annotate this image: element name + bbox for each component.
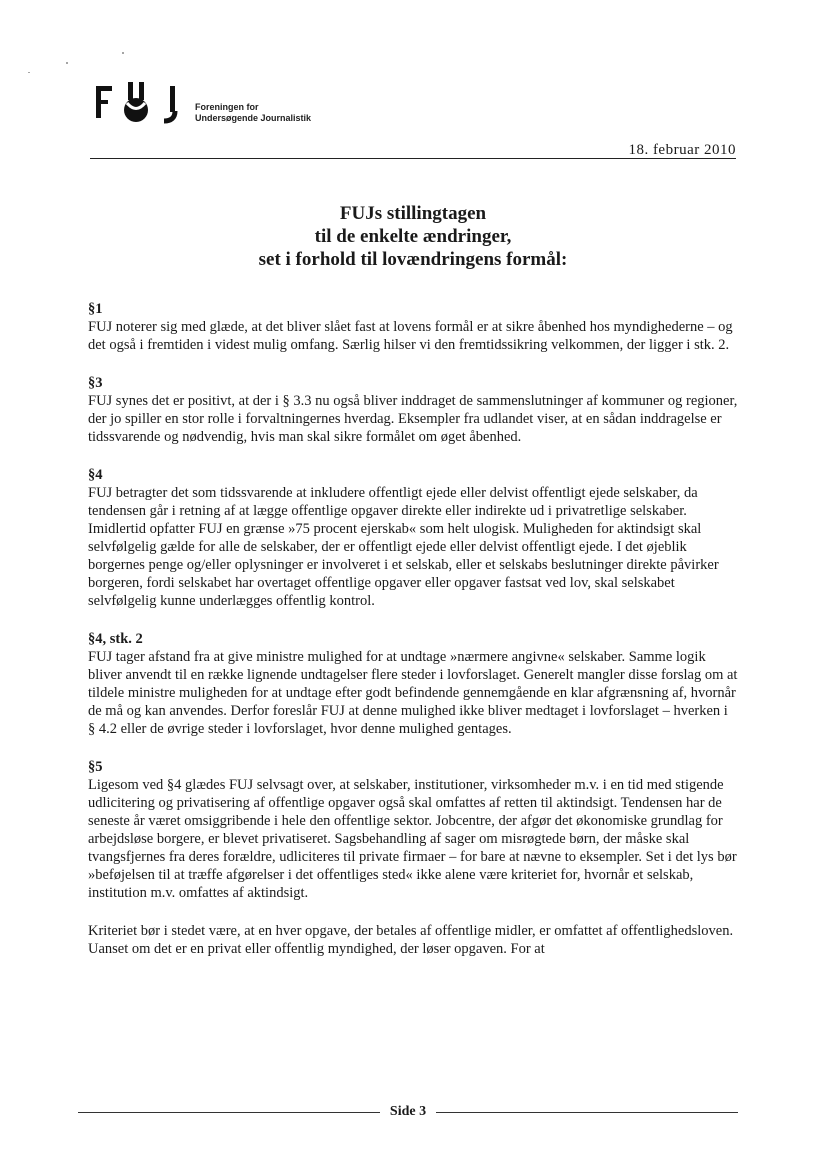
scan-speck (66, 62, 68, 64)
section-text: FUJ betragter det som tidssvarende at inkludere offentligt ejede eller delvist offentligt ejede selskaber, da tendensen går i retning af at lægge offentlige opgaver direkte eller indirekte ud i privatretlige selskaber. Imidlertid opfatter FUJ en grænse »75 procent ejerskab« som helt ulogisk. Muligheden for aktindsigt skal selvfølgelig gælde for alle de selskaber, der er offentligt ejede eller delvist offentligt ejede. I det øjeblik borgernes penge og/eller oplysninger er involveret i et selskab, eller et selskabs beslutninger direkte påvirker borgeren, fordi selskabet har overtaget offentlige opgaver eller opgaver fastsat ved lov, skal selskabet selvfølgelig kunne underlægges offentlig kontrol. (88, 485, 719, 609)
title-line3: set i forhold til lovændringens formål: (258, 249, 568, 270)
section-heading: §1 (88, 301, 103, 317)
section-paragraph-3 (88, 374, 738, 446)
org-name-line2: Undersøgende Journalistik (195, 113, 312, 123)
section-text: Ligesom ved §4 glædes FUJ selvsagt over, at selskaber, institutioner, virksomheder m.v. i en tid med stigende udlicitering og privatisering af offentlige opgaver også skal omfattes af retten til aktindsigt. Tendensen har de seneste år været omsiggribende i hele den offentlige sektor. Jobcentre, der afgør det økonomiske grundlag for arbejdsløse borgere, er blevet privatiseret. Sagsbehandling af sager om misrøgtede børn, der måske skal tvangsfjernes fra deres forældre, udliciteres til private firmaer – for bare at nævne to eksempler. Set i det lys bør »beføjelsen til at træffe afgørelser i det offentliges sted« ikke alene være kriteriet for, hvornår et selskab, institution m.v. omfattes af aktindsigt. (88, 777, 737, 901)
document-title (90, 202, 736, 271)
fuj-logo (94, 76, 394, 136)
org-name-line1: Foreningen for (195, 102, 259, 112)
section-text: FUJ synes det er positivt, at der i § 3.3 nu også bliver inddraget de sammenslutninger af kommuner og regioner, der jo spiller en stor rolle i forvaltningernes hverdag. Eksempler fra udlandet viser, at en sådan inddragelse er tidssvarende og nødvendig, hvis man skal sikre formålet om øget åbenhed. (88, 393, 738, 445)
title-line1: FUJs stillingtagen (339, 203, 487, 224)
scan-speck (122, 52, 124, 54)
section-heading: §4, stk. 2 (88, 631, 143, 647)
page-number: Side 3 (389, 1104, 427, 1119)
section-paragraph-4 (88, 466, 738, 610)
fuj-logo-mark (94, 76, 190, 136)
title-line2: til de enkelte ændringer, (314, 226, 512, 247)
section-text: FUJ noterer sig med glæde, at det bliver slået fast at lovens formål er at sikre åbenhed hos myndighederne – og det også i fremtiden i videst mulig omfang. Særlig hilser vi den fremtidssikring velkommen, der ligger i stk. 2. (88, 319, 733, 353)
section-paragraph-4-stk2 (88, 630, 738, 738)
document-body (88, 300, 738, 978)
section-paragraph-5 (88, 758, 738, 902)
org-name (195, 102, 311, 124)
page-footer (78, 1102, 738, 1122)
footer-rule-right (436, 1112, 738, 1113)
scan-speck (28, 72, 30, 73)
document-date: 18. februar 2010 (628, 142, 736, 158)
footer-rule-left (78, 1112, 380, 1113)
section-heading: §5 (88, 759, 103, 775)
section-heading: §3 (88, 375, 103, 391)
section-text: FUJ tager afstand fra at give ministre mulighed for at undtage »nærmere angivne« selskaber. Samme logik bliver anvendt til en række lignende undtagelser flere steder i lovforslaget. Generelt mangler disse forslag om at tildele ministre muligheden for at undtage efter godt befindende gennemgående en klar afgrænsning af, hvornår de må og kan anvendes. Derfor foreslår FUJ at denne mulighed ikke bliver medtaget i lovforslaget – hverken i § 4.2 eller de øvrige steder i lovforslaget, hvor denne mulighed gentages. (88, 649, 738, 737)
section-text: Kriteriet bør i stedet være, at en hver opgave, der betales af offentlige midler, er omfattet af offentlighedsloven. Uanset om det er en privat eller offentlig myndighed, der løser opgaven. For at (88, 923, 734, 957)
section-paragraph-1 (88, 300, 738, 354)
header-rule (90, 158, 736, 159)
section-heading: §4 (88, 467, 103, 483)
section-continuation (88, 922, 738, 958)
